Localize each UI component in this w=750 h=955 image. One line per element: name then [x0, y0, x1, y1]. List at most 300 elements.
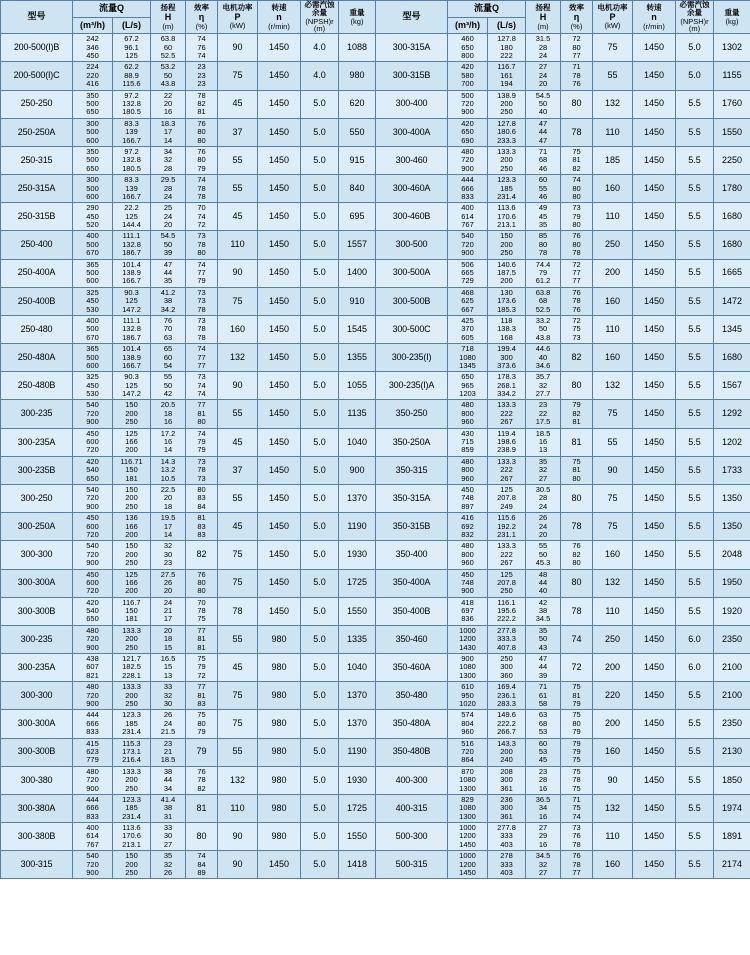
cell-npsh: 6.0 [676, 654, 714, 682]
cell-flow-ls [488, 203, 526, 231]
cell-flow-m3h-value: 242 [86, 34, 99, 44]
cell-flow-ls [488, 626, 525, 653]
cell-head-value: 24 [538, 501, 548, 511]
cell-flow-m3h [73, 682, 113, 710]
cell-head [151, 570, 185, 597]
cell-efficiency [186, 175, 218, 203]
cell-flow-ls-value: 250 [125, 783, 138, 793]
cell-head [526, 344, 560, 371]
cell-head [151, 625, 186, 653]
cell-head-value: 23 [538, 766, 548, 776]
cell-model: 300-460 [376, 146, 448, 174]
cell-flow-m3h [73, 175, 113, 203]
cell-head-value: 16.5 [160, 654, 176, 664]
cell-flow-m3h [448, 598, 487, 625]
cell-speed: 1450 [633, 372, 676, 400]
cell-head-value: 40 [538, 107, 548, 117]
cell-efficiency-value: 81 [197, 634, 206, 644]
cell-head-value: 16 [163, 107, 173, 117]
cell-flow-m3h-value: 748 [461, 493, 474, 503]
cell-efficiency [561, 147, 592, 174]
cell-flow-m3h [73, 315, 113, 343]
cell-head-value: 71 [538, 146, 548, 156]
cell-head-value: 16 [163, 417, 173, 427]
cell-flow-ls [113, 682, 151, 710]
header-head [526, 1, 561, 34]
cell-flow-ls [113, 118, 151, 146]
cell-head [151, 34, 186, 62]
cell-flow-ls-value: 147.2 [122, 389, 141, 399]
cell-npsh: 5.0 [301, 203, 339, 231]
header-flow-group: 流量Q [73, 1, 151, 18]
cell-head-value: 35 [163, 276, 173, 286]
cell-flow-ls [113, 823, 151, 851]
table-row [376, 682, 750, 710]
cell-speed: 1450 [633, 485, 676, 513]
table-row [1, 794, 376, 822]
cell-efficiency-value: 77 [572, 51, 581, 61]
cell-head-value: 17.5 [535, 417, 551, 427]
cell-flow-m3h [448, 400, 488, 428]
cell-head-value: 40 [538, 586, 548, 596]
cell-flow-m3h [73, 851, 113, 879]
cell-flow-m3h-value: 220 [86, 70, 99, 80]
cell-npsh: 5.0 [301, 738, 339, 766]
cell-efficiency: 79 [186, 738, 218, 766]
cell-head [526, 682, 561, 710]
cell-flow-ls [488, 400, 525, 427]
cell-npsh: 5.5 [676, 738, 714, 766]
cell-flow-ls-value: 200 [500, 98, 513, 108]
header-head-symbol: H [164, 12, 172, 23]
cell-efficiency [186, 654, 217, 681]
cell-head [526, 794, 561, 822]
cell-flow-ls-value: 96.1 [124, 42, 139, 52]
cell-flow-m3h-value: 516 [461, 738, 474, 748]
cell-efficiency-value: 82 [197, 783, 206, 793]
cell-speed: 1450 [258, 175, 301, 203]
cell-flow-m3h [73, 541, 113, 569]
cell-efficiency-value: 76 [197, 569, 206, 579]
cell-flow-ls-value: 208 [500, 766, 513, 776]
cell-efficiency [186, 316, 217, 343]
header-efficiency-symbol: η [198, 12, 205, 23]
cell-head [151, 231, 186, 259]
cell-flow-ls-value: 200 [500, 276, 513, 286]
table-row [376, 569, 750, 597]
cell-head-value: 85 [538, 231, 548, 241]
cell-flow-ls [113, 62, 150, 89]
cell-flow-ls [113, 175, 150, 202]
cell-head-value: 68 [538, 155, 548, 165]
header-speed [633, 1, 676, 34]
cell-efficiency [186, 400, 218, 428]
table-row [376, 34, 750, 62]
cell-speed: 1450 [258, 428, 301, 456]
cell-flow-m3h-value: 530 [86, 304, 99, 314]
cell-flow-ls-value: 132.8 [122, 98, 141, 108]
table-row [1, 851, 376, 879]
cell-efficiency-value: 77 [197, 400, 206, 410]
cell-head-value: 39 [163, 248, 173, 258]
cell-flow-m3h [448, 372, 488, 400]
cell-flow-ls-value: 170.6 [497, 211, 516, 221]
cell-weight: 2100 [714, 682, 750, 710]
cell-flow-m3h-value: 468 [461, 287, 474, 297]
cell-speed: 1450 [258, 34, 301, 62]
cell-head-value: 20 [538, 529, 548, 539]
cell-flow-ls [113, 541, 150, 568]
cell-flow-m3h-value: 400 [86, 231, 99, 241]
cell-head [151, 372, 185, 399]
cell-flow-m3h-value: 833 [461, 191, 474, 201]
cell-efficiency-value: 76 [572, 231, 581, 241]
cell-flow-m3h [448, 739, 487, 766]
cell-speed: 1450 [633, 710, 676, 738]
cell-flow-ls-value: 111.1 [122, 315, 141, 325]
cell-efficiency-value: 74 [197, 344, 206, 354]
cell-head-value: 28 [538, 42, 548, 52]
cell-flow-m3h-value: 1450 [459, 868, 476, 878]
cell-efficiency [561, 260, 592, 287]
cell-npsh: 5.0 [301, 625, 339, 653]
cell-flow-ls [488, 710, 526, 738]
cell-weight: 840 [339, 175, 376, 203]
cell-head [526, 428, 561, 456]
cell-power: 90 [218, 851, 258, 879]
cell-flow-ls [488, 654, 525, 681]
cell-flow-ls [113, 710, 150, 737]
cell-efficiency [561, 34, 592, 61]
cell-head [526, 400, 561, 428]
cell-flow-m3h-value: 900 [461, 163, 474, 173]
cell-flow-ls-value: 133.3 [497, 146, 516, 156]
table-row [376, 541, 750, 569]
cell-flow-ls [488, 795, 525, 822]
table-row [1, 259, 376, 287]
cell-flow-m3h [448, 766, 488, 794]
cell-flow-ls [488, 766, 526, 794]
cell-flow-m3h [448, 485, 488, 513]
cell-flow-m3h [448, 457, 487, 484]
cell-flow-m3h [448, 344, 487, 371]
cell-flow-ls-value: 250 [125, 868, 138, 878]
cell-flow-ls-value: 150 [125, 400, 138, 410]
cell-flow-m3h-value: 1300 [459, 670, 476, 680]
cell-head [526, 485, 560, 512]
cell-flow-ls [488, 738, 526, 766]
cell-flow-m3h-value: 400 [461, 203, 474, 213]
cell-head-value: 27.5 [160, 569, 176, 579]
cell-model: 350-460 [376, 625, 448, 653]
cell-flow-m3h [73, 428, 113, 456]
cell-npsh: 5.0 [301, 259, 339, 287]
cell-flow-m3h-value: 480 [461, 400, 474, 410]
cell-model: 300-500B [376, 287, 448, 315]
cell-efficiency [186, 91, 217, 118]
cell-flow-m3h-value: 450 [86, 296, 99, 306]
cell-power: 90 [218, 372, 258, 400]
cell-head [526, 597, 561, 625]
table-row [1, 315, 376, 343]
cell-flow-m3h-value: 1345 [459, 360, 476, 370]
cell-head-value: 50 [538, 324, 548, 334]
cell-npsh: 5.5 [676, 794, 714, 822]
cell-flow-m3h [73, 90, 113, 118]
cell-efficiency-value: 79 [197, 163, 206, 173]
header-npsh-label: 必需汽蚀余量 [679, 0, 710, 18]
cell-flow-m3h [73, 625, 113, 653]
cell-flow-ls-value: 170.6 [122, 831, 141, 841]
cell-flow-m3h-value: 600 [86, 276, 99, 286]
cell-efficiency-value: 74 [197, 389, 206, 399]
cell-flow-m3h-value: 720 [86, 549, 99, 559]
cell-model: 300-235(I)A [376, 372, 448, 400]
cell-flow-m3h-value: 833 [86, 811, 99, 821]
cell-npsh: 5.5 [676, 400, 714, 428]
cell-flow-ls-value: 125 [125, 211, 138, 221]
cell-efficiency-value: 71 [572, 794, 581, 804]
cell-head [526, 513, 560, 540]
cell-model: 250-400B [1, 287, 73, 315]
cell-flow-m3h-value: 600 [86, 437, 99, 447]
table-row [1, 485, 376, 513]
cell-efficiency-value: 76 [572, 79, 581, 89]
cell-flow-m3h-value: 960 [461, 558, 474, 568]
cell-power: 132 [593, 372, 633, 400]
header-head-label: 扬程 [535, 2, 551, 12]
cell-head [526, 851, 560, 878]
cell-efficiency-value: 73 [197, 231, 206, 241]
header-efficiency [186, 1, 218, 34]
cell-power: 110 [218, 794, 258, 822]
cell-efficiency-value: 83 [197, 698, 206, 708]
header-power [218, 1, 258, 34]
cell-head-value: 34.5 [535, 614, 551, 624]
cell-speed: 1450 [633, 738, 676, 766]
cell-speed: 1450 [258, 456, 301, 484]
cell-efficiency-value: 89 [197, 868, 206, 878]
cell-head-value: 20 [163, 98, 173, 108]
cell-head-value: 47 [538, 135, 548, 145]
cell-efficiency-value: 81 [197, 690, 206, 700]
cell-power: 132 [593, 794, 633, 822]
cell-flow-m3h [73, 457, 112, 484]
cell-head-value: 60 [538, 175, 548, 185]
cell-weight: 1550 [339, 597, 376, 625]
cell-head-value: 34.6 [535, 360, 551, 370]
cell-head [151, 485, 186, 513]
cell-flow-m3h-value: 690 [461, 135, 474, 145]
cell-efficiency-value: 83 [197, 521, 206, 531]
cell-flow-m3h-value: 666 [461, 183, 474, 193]
cell-npsh: 5.0 [301, 541, 339, 569]
cell-head [526, 569, 561, 597]
cell-flow-ls [488, 118, 526, 146]
cell-head-value: 38 [163, 803, 173, 813]
cell-flow-ls-value: 123.3 [497, 175, 516, 185]
cell-efficiency [186, 625, 218, 653]
cell-flow-ls [113, 147, 150, 174]
cell-efficiency-value: 73 [197, 296, 206, 306]
cell-head-value: 46 [538, 163, 548, 173]
pump-spec-table-right [375, 0, 750, 879]
cell-efficiency: 80 [186, 823, 218, 851]
cell-flow-ls [113, 597, 151, 625]
cell-head [151, 766, 186, 794]
cell-efficiency-value: 79 [572, 738, 581, 748]
cell-model: 300-500A [376, 259, 448, 287]
cell-flow-m3h [448, 794, 488, 822]
cell-flow-ls-value: 130 [500, 287, 513, 297]
cell-weight: 2350 [714, 710, 750, 738]
cell-flow-m3h-value: 720 [86, 859, 99, 869]
cell-power: 45 [218, 428, 258, 456]
cell-speed: 1450 [633, 428, 676, 456]
cell-flow-ls-value: 166 [125, 577, 138, 587]
cell-head-value: 55 [163, 372, 173, 382]
cell-power: 55 [218, 146, 258, 174]
cell-npsh: 5.5 [676, 90, 714, 118]
header-npsh [301, 1, 339, 34]
cell-power: 45 [218, 90, 258, 118]
cell-head [151, 597, 186, 625]
cell-head-value: 47 [538, 654, 548, 664]
cell-speed: 1450 [633, 344, 676, 372]
cell-flow-ls-value: 140.6 [497, 259, 516, 269]
cell-efficiency-value: 82 [572, 163, 581, 173]
cell-flow-m3h-value: 500 [86, 98, 99, 108]
cell-efficiency: 80 [561, 485, 593, 513]
cell-head [151, 400, 185, 427]
cell-head-value: 23 [163, 738, 173, 748]
cell-flow-m3h [73, 739, 112, 766]
cell-efficiency [186, 485, 217, 512]
cell-speed: 1450 [258, 90, 301, 118]
cell-flow-m3h [73, 231, 112, 258]
cell-head [526, 316, 560, 343]
cell-flow-m3h-value: 600 [86, 360, 99, 370]
cell-head [526, 175, 560, 202]
cell-power: 160 [218, 315, 258, 343]
cell-weight: 1545 [339, 315, 376, 343]
cell-flow-ls-value: 150 [500, 231, 513, 241]
header-weight-unit: (kg) [350, 16, 364, 26]
cell-efficiency [186, 485, 218, 513]
cell-head-value: 18.5 [160, 755, 176, 765]
right-table-container [375, 0, 750, 955]
cell-flow-m3h [448, 513, 487, 540]
cell-head-value: 60 [163, 42, 173, 52]
cell-flow-ls-value: 113.6 [497, 203, 516, 213]
cell-flow-m3h [73, 823, 113, 851]
cell-flow-ls-value: 403 [500, 868, 513, 878]
table-row [376, 146, 750, 174]
cell-flow-m3h-value: 829 [461, 794, 474, 804]
cell-flow-ls [113, 203, 150, 230]
cell-speed: 1450 [258, 513, 301, 541]
cell-efficiency [561, 231, 592, 258]
cell-efficiency [186, 62, 217, 89]
cell-flow-ls [488, 541, 526, 569]
cell-head [151, 428, 186, 456]
cell-efficiency-value: 77 [572, 268, 581, 278]
header-weight [339, 1, 376, 34]
cell-head [526, 851, 561, 879]
cell-model: 300-250A [1, 513, 73, 541]
cell-efficiency: 82 [561, 344, 593, 372]
cell-head [526, 767, 560, 794]
cell-efficiency-value: 71 [572, 62, 581, 72]
cell-efficiency-value: 79 [197, 437, 206, 447]
table-row [376, 287, 750, 315]
cell-efficiency [186, 287, 218, 315]
cell-head-value: 70 [163, 324, 173, 334]
cell-flow-ls-value: 180 [500, 42, 513, 52]
cell-head [151, 682, 185, 709]
cell-head [151, 710, 185, 737]
cell-flow-m3h-value: 900 [86, 417, 99, 427]
cell-model: 350-315A [376, 485, 448, 513]
cell-flow-ls [488, 625, 526, 653]
cell-model: 350-315B [376, 513, 448, 541]
cell-flow-m3h [448, 682, 487, 709]
cell-flow-m3h [73, 287, 113, 315]
cell-flow-ls-value: 101.4 [122, 344, 141, 354]
cell-flow-m3h-value: 1200 [459, 831, 476, 841]
header-npsh-symbol: (NPSH)r [305, 16, 334, 26]
cell-flow-ls-value: 150 [125, 485, 138, 494]
cell-head [151, 626, 185, 653]
table-row [376, 766, 750, 794]
cell-flow-ls-value: 121.7 [122, 654, 141, 664]
cell-efficiency-value: 79 [197, 727, 206, 737]
cell-flow-ls [488, 541, 525, 568]
cell-weight: 1202 [714, 428, 750, 456]
header-power-symbol: P [609, 12, 616, 23]
cell-flow-m3h [448, 315, 488, 343]
cell-weight: 1733 [714, 456, 750, 484]
cell-weight: 1190 [339, 513, 376, 541]
cell-head [526, 175, 561, 203]
cell-power: 160 [593, 344, 633, 372]
cell-efficiency-value: 77 [572, 868, 581, 878]
cell-flow-ls-value: 97.2 [124, 146, 139, 156]
cell-efficiency [561, 682, 593, 710]
cell-flow-m3h-value: 500 [461, 90, 474, 100]
cell-efficiency [561, 400, 592, 427]
cell-model: 300-500 [376, 231, 448, 259]
cell-model: 400-315 [376, 794, 448, 822]
table-row [1, 175, 376, 203]
cell-head-value: 30 [163, 831, 173, 841]
cell-head-value: 24 [538, 521, 548, 531]
cell-npsh: 5.0 [301, 766, 339, 794]
cell-head [526, 710, 560, 737]
cell-head-value: 18.5 [535, 428, 551, 438]
cell-efficiency [186, 429, 217, 456]
cell-npsh: 5.5 [676, 146, 714, 174]
table-row [376, 794, 750, 822]
cell-power: 55 [218, 175, 258, 203]
cell-efficiency-value: 75 [572, 803, 581, 813]
cell-flow-ls-value: 22.2 [124, 203, 139, 213]
table-row [1, 118, 376, 146]
cell-flow-m3h-value: 700 [461, 79, 474, 89]
cell-weight: 1350 [714, 513, 750, 541]
cell-power: 110 [593, 823, 633, 851]
cell-flow-m3h-value: 692 [461, 521, 474, 531]
